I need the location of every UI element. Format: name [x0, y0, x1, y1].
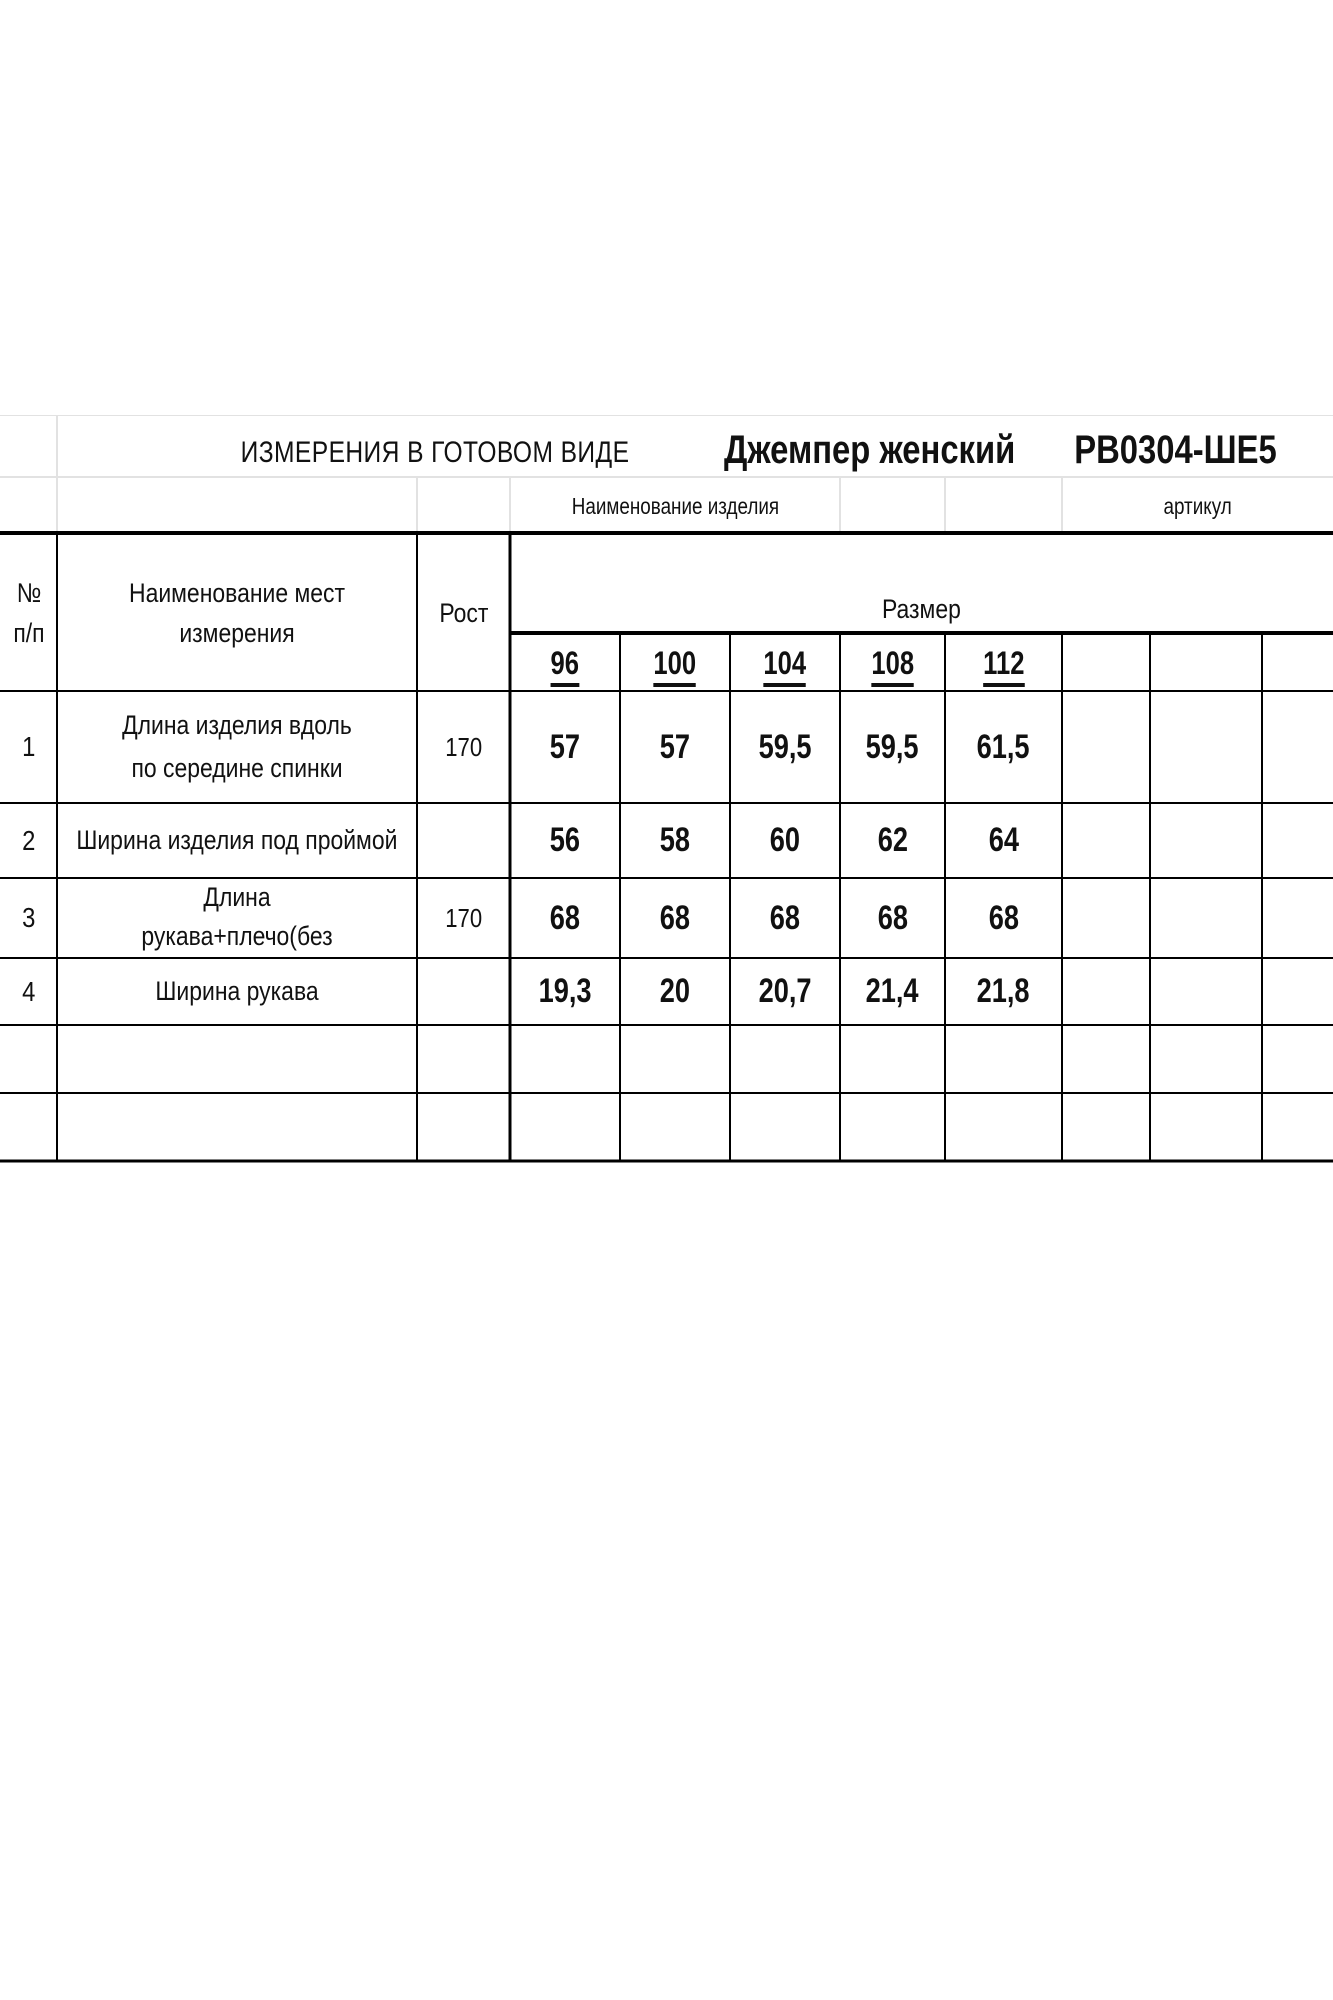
size-column-header: Размер: [882, 593, 961, 624]
size-cell-96: [510, 635, 620, 691]
size-cell-108: [840, 635, 945, 691]
measurement-value: 56: [549, 821, 581, 859]
height-header-cell: [417, 535, 510, 691]
measurement-value: 64: [988, 821, 1019, 859]
table-row-1-val-112: [945, 691, 1062, 803]
table-row-2-val-96: [510, 803, 620, 878]
measurement-value: 20: [659, 972, 691, 1010]
measurement-value: 60: [769, 821, 801, 859]
number-header-cell: [0, 535, 57, 691]
table-row-2-num: [0, 803, 57, 878]
table-row-1-val-104: [730, 691, 840, 803]
table-row-1-val-108: [840, 691, 945, 803]
size-cell-104: [730, 635, 840, 691]
table-row-4-val-100: [620, 958, 730, 1025]
table-row-1-val-100: [620, 691, 730, 803]
table-row-2-val-100: [620, 803, 730, 878]
size-label-100: 100: [654, 646, 697, 687]
product-name: Джемпер женский: [724, 428, 1016, 472]
measurement-value: 21,8: [977, 972, 1030, 1010]
measurement-name: Длина изделия вдоль по середине спинки: [122, 709, 352, 783]
article-label: артикул: [1163, 492, 1232, 519]
table-row-4-val-108: [840, 958, 945, 1025]
size-cell-100: [620, 635, 730, 691]
measurement-value: 62: [877, 821, 908, 859]
measurement-value: 68: [549, 898, 581, 937]
product-name-cell: [700, 423, 1040, 477]
document-title: ИЗМЕРЕНИЯ В ГОТОВОМ ВИДЕ: [240, 435, 630, 469]
measurement-name: Длина рукава+плечо(без: [141, 882, 333, 952]
size-label-108: 108: [871, 646, 914, 687]
row-number: 4: [21, 975, 36, 1007]
height-value: 170: [445, 731, 482, 762]
measurement-column-header: Наименование мест измерения: [128, 577, 346, 648]
table-row-1-val-96: [510, 691, 620, 803]
measurement-name: Ширина изделия под проймой: [76, 824, 398, 855]
table-row-2-val-108: [840, 803, 945, 878]
table-row-1-num: [0, 691, 57, 803]
table-row-2-val-112: [945, 803, 1062, 878]
measurement-value: 21,4: [866, 972, 919, 1010]
table-row-2-val-104: [730, 803, 840, 878]
size-label-96: 96: [551, 646, 579, 687]
row-number: 1: [21, 731, 36, 762]
number-column-header: № п/п: [12, 577, 45, 648]
measurement-value: 61,5: [977, 727, 1030, 766]
measurement-value: 58: [659, 821, 691, 859]
table-row-1-height: [417, 691, 510, 803]
table-row-4-val-112: [945, 958, 1062, 1025]
height-value: 170: [445, 902, 482, 933]
table-row-4-val-104: [730, 958, 840, 1025]
article-cell: [1040, 423, 1310, 477]
table-row-3-height: [417, 878, 510, 958]
size-label-112: 112: [983, 646, 1024, 687]
measurement-value: 19,3: [538, 972, 592, 1010]
measurement-value: 20,7: [758, 972, 812, 1010]
table-row-3-val-100: [620, 878, 730, 958]
measurement-value: 68: [877, 898, 908, 937]
measurement-value: 59,5: [758, 727, 812, 766]
measurement-value: 57: [549, 727, 581, 766]
measurement-value: 57: [659, 727, 691, 766]
table-row-3-name: [57, 878, 417, 958]
table-row-4-val-96: [510, 958, 620, 1025]
table-row-3-num: [0, 878, 57, 958]
size-chart-sheet: [0, 415, 1333, 1167]
header-title-cell: [200, 427, 670, 477]
table-row-3-val-96: [510, 878, 620, 958]
measurement-value: 68: [769, 898, 801, 937]
measurement-name: Ширина рукава: [155, 975, 319, 1006]
row-number: 2: [21, 824, 36, 856]
product-name-label: Наименование изделия: [571, 492, 779, 519]
article-label-cell: [1062, 481, 1333, 531]
table-row-2-name: [57, 803, 417, 878]
row-number: 3: [21, 902, 36, 933]
size-cell-112: [945, 635, 1062, 691]
measurement-value: 59,5: [866, 727, 919, 766]
table-row-3-val-112: [945, 878, 1062, 958]
table-row-4-height: [417, 958, 510, 1025]
table-row-1-name: [57, 691, 417, 803]
size-header-cell: [510, 585, 1333, 633]
size-label-104: 104: [764, 646, 807, 687]
table-row-4-name: [57, 958, 417, 1025]
table-row-3-val-104: [730, 878, 840, 958]
table-row-3-val-108: [840, 878, 945, 958]
article-number: PB0304-ШЕ5: [1073, 428, 1277, 472]
table-row-4-num: [0, 958, 57, 1025]
measurement-header-cell: [57, 535, 417, 691]
measurement-value: 68: [988, 898, 1019, 937]
height-column-header: Рост: [438, 597, 489, 628]
table-row-2-height: [417, 803, 510, 878]
measurement-value: 68: [659, 898, 691, 937]
product-name-label-cell: [510, 481, 840, 531]
